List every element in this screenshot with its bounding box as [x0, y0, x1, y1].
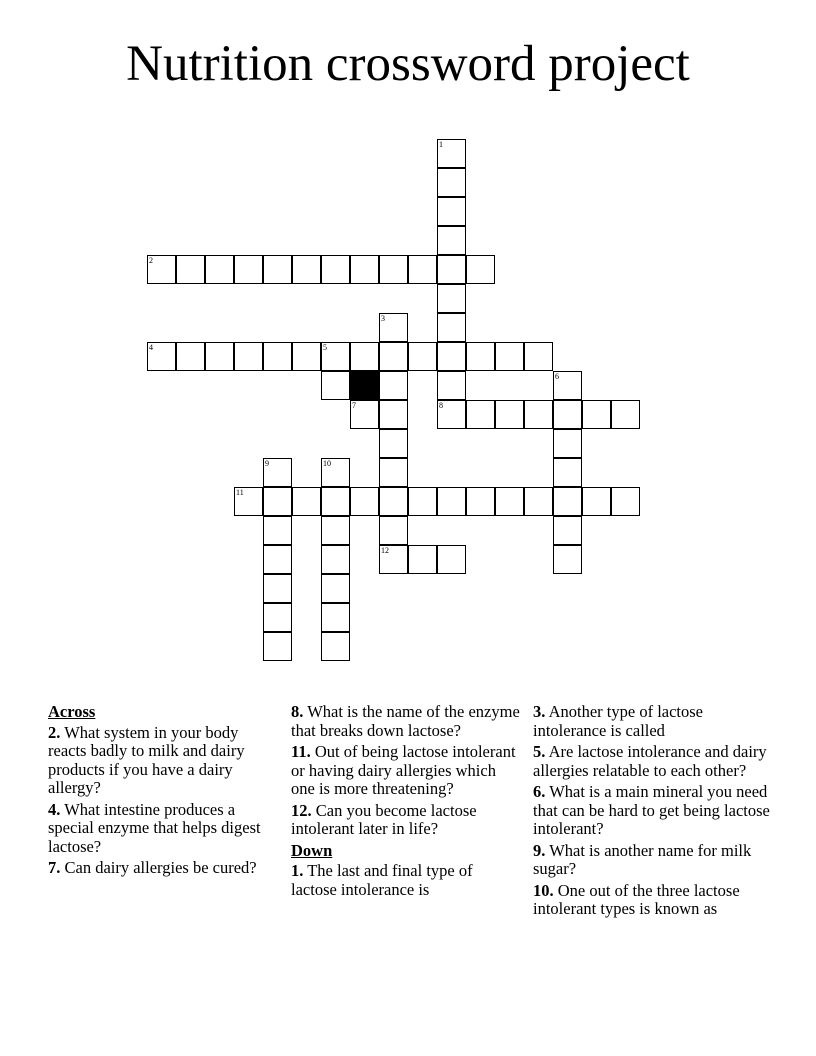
clue-number: 10.	[533, 880, 554, 900]
clue-text: Out of being lactose intolerant or having dairy allergies which one is more threatening?	[291, 742, 516, 798]
grid-cell[interactable]	[379, 429, 408, 458]
clue-down-5	[533, 743, 773, 780]
clues-column-2	[291, 703, 521, 902]
grid-cell-shaded	[350, 371, 379, 400]
cell-number: 4	[149, 343, 153, 352]
grid-cell[interactable]	[263, 516, 292, 545]
grid-cell[interactable]	[321, 255, 350, 284]
grid-cell[interactable]	[321, 516, 350, 545]
clue-number: 2.	[48, 722, 61, 742]
grid-cell[interactable]	[263, 342, 292, 371]
grid-cell[interactable]	[350, 487, 379, 516]
grid-cell[interactable]	[437, 255, 466, 284]
grid-cell[interactable]	[379, 545, 408, 574]
grid-cell[interactable]	[321, 342, 350, 371]
clue-down-1	[291, 862, 521, 899]
grid-cell[interactable]	[292, 342, 321, 371]
grid-cell[interactable]	[524, 400, 553, 429]
grid-cell[interactable]	[263, 487, 292, 516]
grid-cell[interactable]	[350, 255, 379, 284]
grid-cell[interactable]	[553, 458, 582, 487]
cell-number: 3	[381, 314, 385, 323]
grid-cell[interactable]	[379, 487, 408, 516]
grid-cell[interactable]	[495, 342, 524, 371]
grid-cell[interactable]	[437, 400, 466, 429]
cell-number: 2	[149, 256, 153, 265]
grid-cell[interactable]	[234, 342, 263, 371]
grid-cell[interactable]	[437, 139, 466, 168]
grid-cell[interactable]	[176, 255, 205, 284]
grid-cell[interactable]	[205, 342, 234, 371]
grid-cell[interactable]	[379, 516, 408, 545]
cell-number: 1	[439, 140, 443, 149]
grid-cell[interactable]	[350, 342, 379, 371]
grid-cell[interactable]	[379, 342, 408, 371]
grid-cell[interactable]	[437, 197, 466, 226]
grid-cell[interactable]	[553, 487, 582, 516]
grid-cell[interactable]	[379, 400, 408, 429]
clue-down-6	[533, 783, 773, 839]
grid-cell[interactable]	[408, 487, 437, 516]
grid-cell[interactable]	[147, 255, 176, 284]
clue-number: 12.	[291, 800, 312, 820]
clue-text: What is a main mineral you need that can be hard to get being lactose intolerant?	[533, 782, 770, 838]
clue-across-2	[48, 724, 280, 798]
clue-across-7	[48, 859, 280, 878]
clue-number: 8.	[291, 702, 304, 721]
clue-number: 1.	[291, 861, 304, 880]
grid-cell[interactable]	[379, 371, 408, 400]
cell-number: 8	[439, 401, 443, 410]
grid-cell[interactable]	[408, 545, 437, 574]
clue-across-4	[48, 801, 280, 857]
grid-cell[interactable]	[582, 487, 611, 516]
grid-cell[interactable]	[553, 545, 582, 574]
clue-text: Can dairy allergies be cured?	[64, 858, 257, 877]
clue-across-12	[291, 802, 521, 839]
grid-cell[interactable]	[292, 255, 321, 284]
clue-across-8	[291, 703, 521, 740]
clue-number: 6.	[533, 782, 546, 801]
grid-cell[interactable]	[495, 487, 524, 516]
across-heading: Across	[48, 702, 96, 721]
grid-cell[interactable]	[263, 632, 292, 661]
clues-column-1	[48, 703, 280, 881]
grid-cell[interactable]	[263, 255, 292, 284]
grid-cell[interactable]	[321, 545, 350, 574]
cell-number: 10	[323, 459, 331, 468]
grid-cell[interactable]	[263, 603, 292, 632]
clue-text: Are lactose intolerance and dairy allergies relatable to each other?	[533, 742, 767, 780]
grid-cell[interactable]	[553, 400, 582, 429]
grid-cell[interactable]	[437, 487, 466, 516]
grid-cell[interactable]	[176, 342, 205, 371]
grid-cell[interactable]	[321, 574, 350, 603]
grid-cell[interactable]	[379, 458, 408, 487]
clue-number: 4.	[48, 799, 61, 819]
grid-cell[interactable]	[292, 487, 321, 516]
down-heading: Down	[291, 840, 333, 860]
grid-cell[interactable]	[321, 603, 350, 632]
grid-cell[interactable]	[321, 487, 350, 516]
grid-cell[interactable]	[147, 342, 176, 371]
clue-text: The last and final type of lactose intolerance is	[291, 861, 473, 899]
clue-text: What intestine produces a special enzyme that helps digest lactose?	[48, 799, 261, 856]
grid-cell[interactable]	[263, 574, 292, 603]
clue-text: What is the name of the enzyme that breaks down lactose?	[291, 702, 520, 740]
cell-number: 6	[555, 372, 559, 381]
clue-text: One out of the three lactose intolerant types is known as	[533, 880, 740, 918]
grid-cell[interactable]	[437, 226, 466, 255]
clue-text: Another type of lactose intolerance is called	[533, 702, 703, 740]
clue-down-10	[533, 882, 773, 919]
grid-cell[interactable]	[553, 516, 582, 545]
clue-number: 11.	[291, 742, 311, 761]
clue-down-9	[533, 842, 773, 879]
grid-cell[interactable]	[350, 400, 379, 429]
grid-cell[interactable]	[379, 313, 408, 342]
clue-text: What is another name for milk sugar?	[533, 840, 752, 878]
grid-cell[interactable]	[466, 255, 495, 284]
grid-cell[interactable]	[408, 342, 437, 371]
grid-cell[interactable]	[524, 487, 553, 516]
clue-number: 7.	[48, 858, 61, 877]
cell-number: 7	[352, 401, 356, 410]
grid-cell[interactable]	[263, 545, 292, 574]
clue-down-3	[533, 703, 773, 740]
clues-column-3	[533, 703, 773, 922]
cell-number: 9	[265, 459, 269, 468]
grid-cell[interactable]	[408, 255, 437, 284]
cell-number: 12	[381, 546, 389, 555]
grid-cell[interactable]	[321, 371, 350, 400]
grid-cell[interactable]	[437, 284, 466, 313]
grid-cell[interactable]	[437, 371, 466, 400]
grid-cell[interactable]	[379, 255, 408, 284]
clue-text: What system in your body reacts badly to milk and dairy products if you have a dairy allergy?	[48, 722, 245, 797]
grid-cell[interactable]	[495, 400, 524, 429]
grid-cell[interactable]	[437, 342, 466, 371]
grid-cell[interactable]	[321, 632, 350, 661]
clue-number: 5.	[533, 742, 546, 761]
grid-cell[interactable]	[611, 400, 640, 429]
clue-number: 3.	[533, 702, 546, 721]
grid-cell[interactable]	[437, 168, 466, 197]
grid-cell[interactable]	[466, 400, 495, 429]
grid-cell[interactable]	[234, 487, 263, 516]
page-title: Nutrition crossword project	[126, 36, 690, 92]
clue-across-11	[291, 743, 521, 799]
grid-cell[interactable]	[553, 371, 582, 400]
grid-cell[interactable]	[611, 487, 640, 516]
grid-cell[interactable]	[466, 342, 495, 371]
grid-cell[interactable]	[263, 458, 292, 487]
grid-cell[interactable]	[205, 255, 234, 284]
grid-cell[interactable]	[524, 342, 553, 371]
grid-cell[interactable]	[553, 429, 582, 458]
grid-cell[interactable]	[437, 545, 466, 574]
grid-cell[interactable]	[437, 313, 466, 342]
cell-number: 11	[236, 488, 244, 497]
grid-cell[interactable]	[234, 255, 263, 284]
grid-cell[interactable]	[466, 487, 495, 516]
grid-cell[interactable]	[582, 400, 611, 429]
cell-number: 5	[323, 343, 327, 352]
grid-cell[interactable]	[321, 458, 350, 487]
clue-text: Can you become lactose intolerant later in life?	[291, 800, 477, 838]
clue-number: 9.	[533, 840, 546, 860]
